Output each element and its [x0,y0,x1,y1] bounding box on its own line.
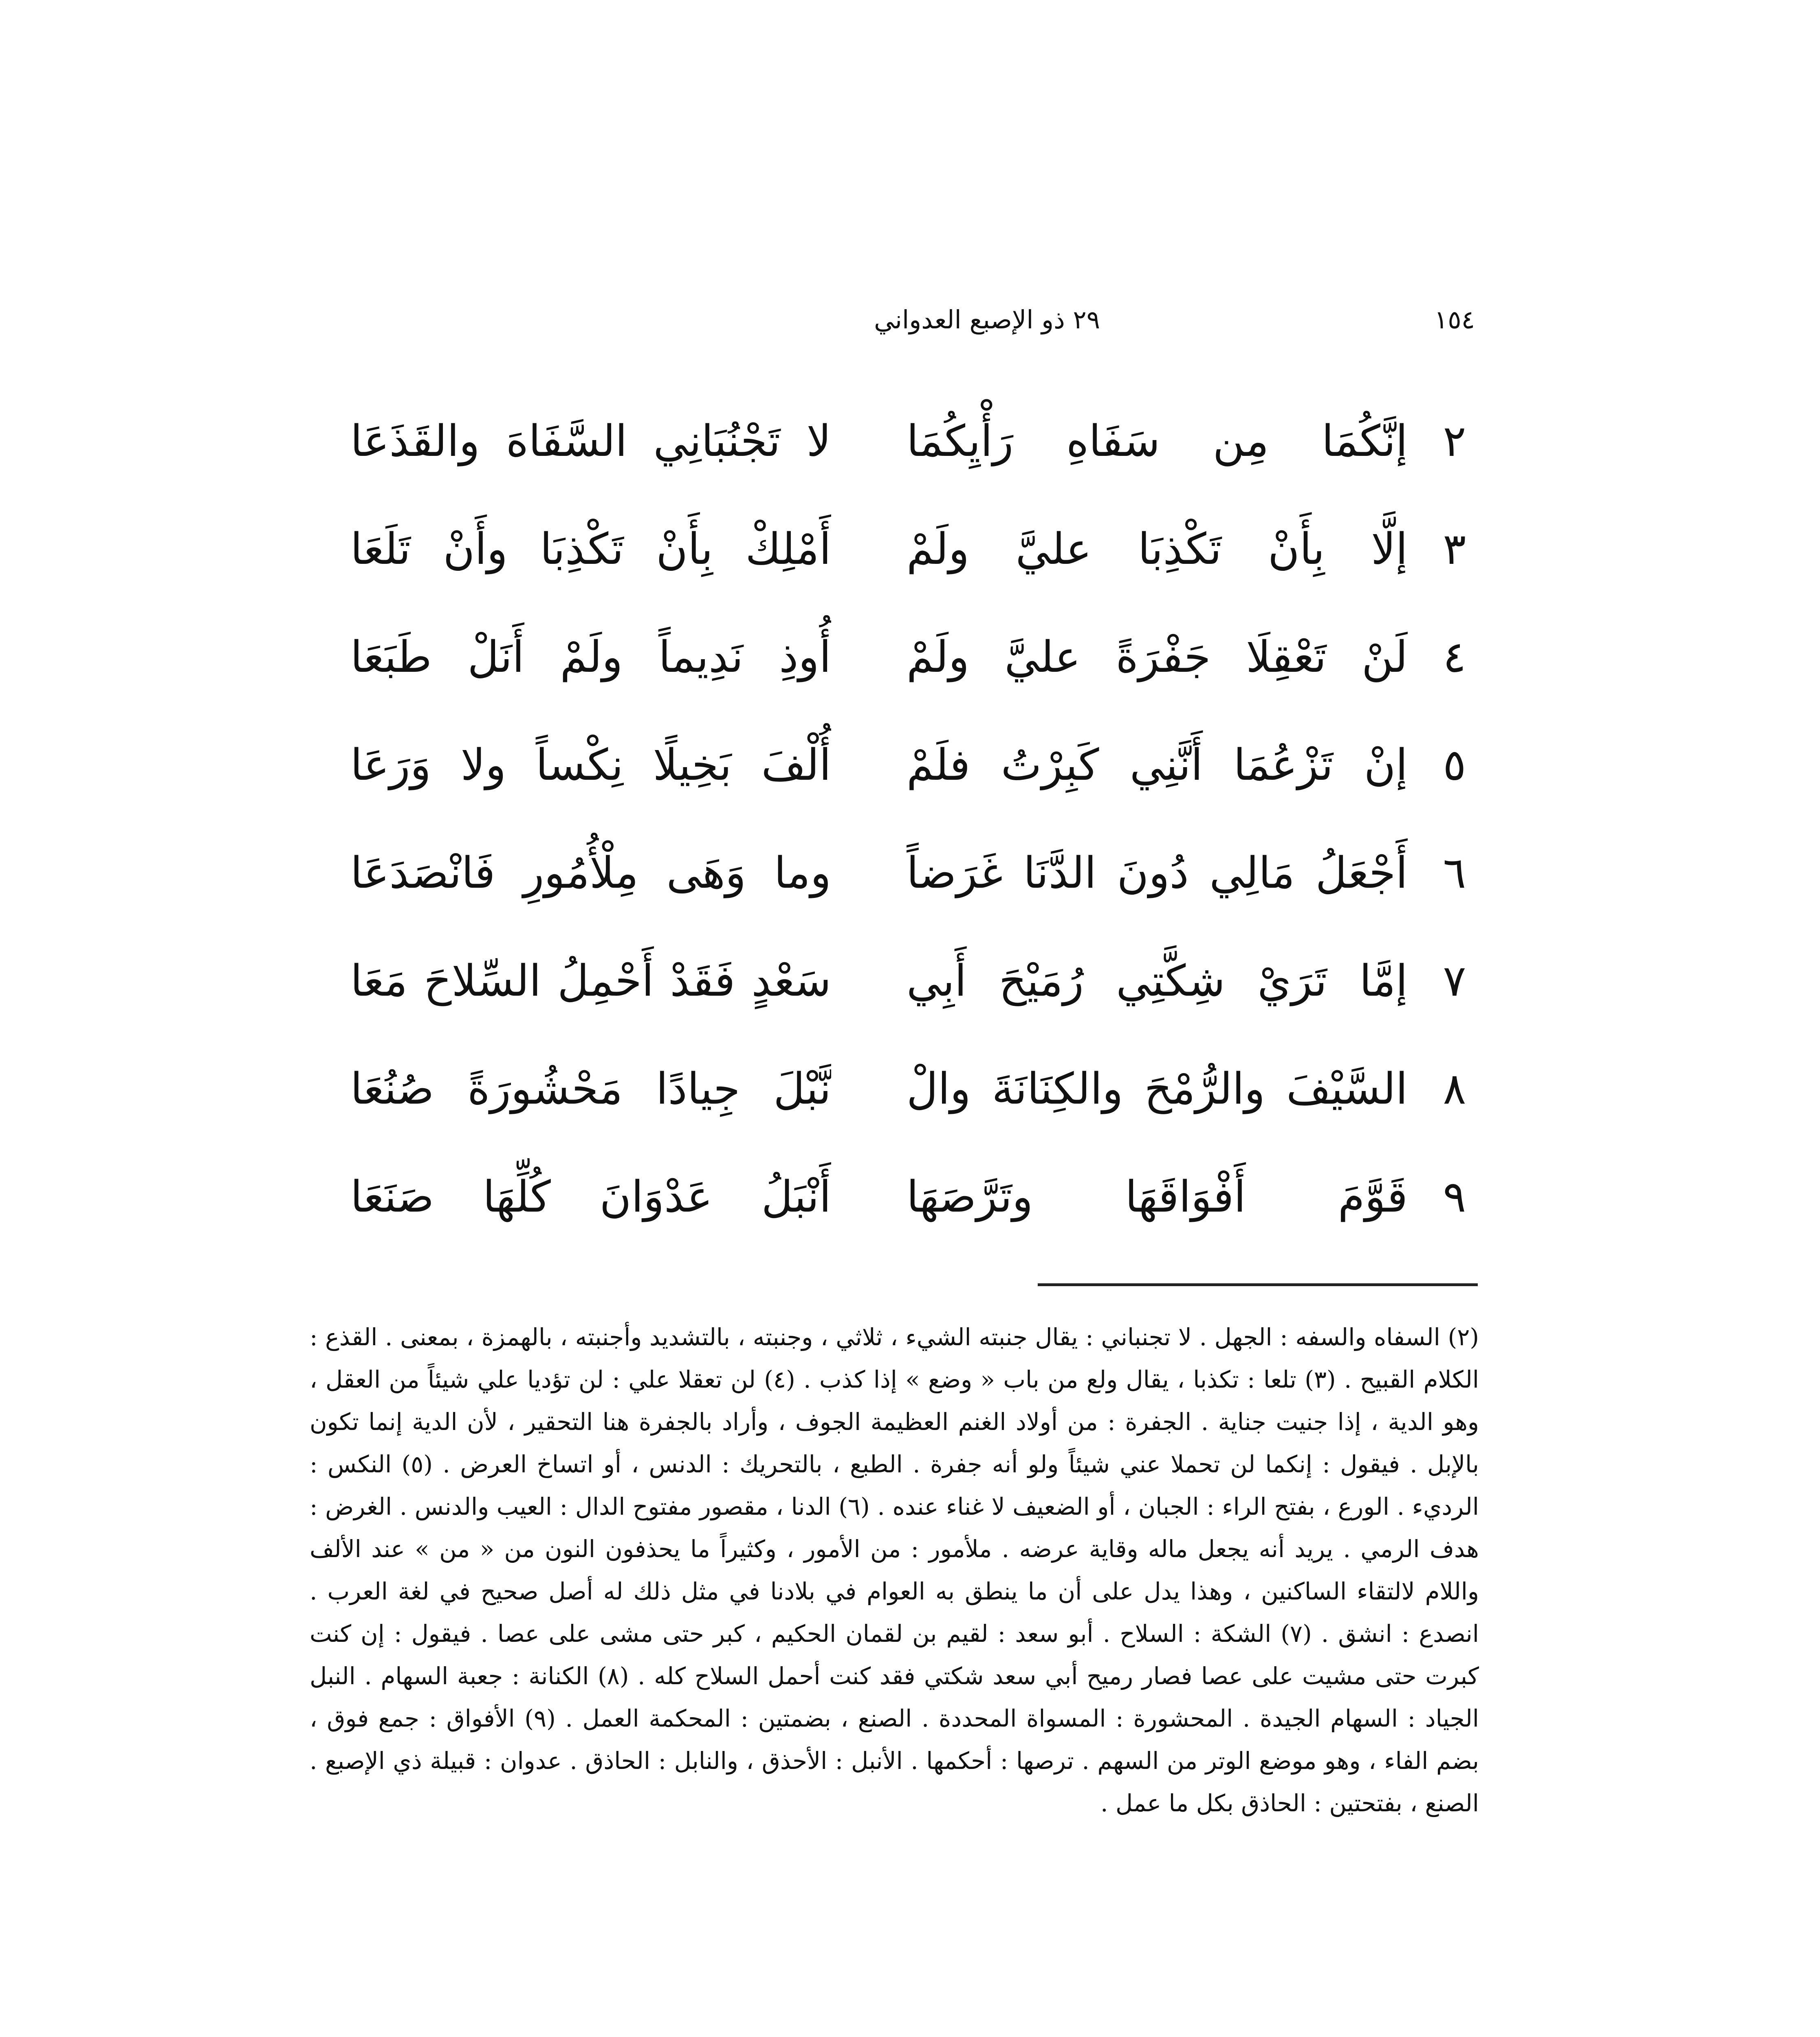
verse-number: ٨ [1443,1064,1466,1114]
footnote: (٣) تلعا : تكذبا ، يقال ولع من باب « وضع » إذا كذب . [803,1366,1336,1393]
verse-second-hemistich: أُلْفَ بَخِيلًا نِكْساً ولا وَرَعَا [350,740,831,790]
poem [350,387,1479,1251]
verse-first-hemistich: إنْ تَزْعُمَا أَنَّنِي كَبِرْتُ فلَمْ [907,740,1408,790]
verse-number: ٤ [1443,632,1466,682]
footnote: (٩) الأفواق : جمع فوق ، بضم الفاء ، وهو موضع الوتر من السهم . ترصها : أحكمها . الأنبل : الأحذق ، والنابل : الحاذق . عدوان : قبيلة ذي الإصبع . الصنع ، بفتحتين : الحاذق بكل ما عمل . [310,1705,1479,1817]
verse-line [350,927,1479,1035]
verse-first-hemistich: إلَّا بِأَنْ تَكْذِبَا عليَّ ولَمْ [907,524,1408,574]
footnote-separator [1038,1283,1478,1286]
footnote-text [310,1316,1479,1824]
verse-first-hemistich: قَوَّمَ أَفْوَاقَهَا وتَرَّصَهَا [907,1172,1408,1222]
verse-number: ٦ [1443,848,1466,898]
footnote: (٤) لن تعقلا علي : لن تؤديا علي شيئاً من العقل ، وهو الدية ، إذا جنيت جناية . الجفرة : من أولاد الغنم العظيمة الجوف ، وأراد بالجفرة هنا التحقير ، لأن الدية إنما تكون بالإبل . فيقول : إنكما لن تحملا عني شيئاً ولو أنه جفرة . الطبع ، بالتحريك : الدنس ، أو اتساخ العرض . [310,1366,1479,1478]
footnote: (٢) السفاه والسفه : الجهل . لا تجنباني : يقال جنبته الشيء ، ثلاثي ، وجنبته ، بالتشديد وأجنبته ، بالهمزة ، بمعنى . القذع : الكلام القبيح . [310,1323,1479,1393]
verse-second-hemistich: أُوذِ نَدِيماً ولَمْ أَنَلْ طَبَعَا [350,632,831,682]
footnote: (٦) الدنا ، مقصور مفتوح الدال : العيب والدنس . الغرض : هدف الرمي . يريد أنه يجعل ماله وقاية عرضه . ملأمور : من الأمور ، وكثيراً ما يحذفون النون من « من » عند الألف واللام لالتقاء الساكنين ، وهذا يدل على أن ما ينطق به العوام في بلادنا في مثل ذلك له أصل صحيح في لغة العرب . انصدع : انشق . [310,1493,1479,1648]
verse-second-hemistich: سَعْدٍ فَقَدْ أَحْمِلُ السِّلاحَ مَعَا [350,956,831,1006]
verse-number: ٢ [1443,416,1466,466]
verse-number: ٧ [1443,956,1466,1006]
running-title: ٢٩ ذو الإصبع العدواني [874,305,1100,334]
verse-number: ٣ [1443,524,1466,574]
verse-second-hemistich: لا تَجْنُبَانِي السَّفَاهَ والقَذَعَا [350,416,831,466]
verse-line [350,1143,1479,1251]
verse-second-hemistich: نَّبْلَ جِيادًا مَحْشُورَةً صُنُعَا [350,1064,831,1114]
footnote: (٧) الشكة : السلاح . أبو سعد : لقيم بن لقمان الحكيم ، كبر حتى مشى على عصا . فيقول : إن كنت كبرت حتى مشيت على عصا فصار رميح أبي سعد شكتي فقد كنت أحمل السلاح كله . [310,1620,1479,1690]
verse-first-hemistich: لَنْ تَعْقِلَا جَفْرَةً عليَّ ولَمْ [907,632,1408,682]
verse-line [350,495,1479,603]
footnotes [310,1316,1479,1824]
verse-second-hemistich: أَنْبَلُ عَدْوَانَ كُلِّهَا صَنَعَا [350,1172,831,1222]
verse-line [350,387,1479,495]
verse-number: ٥ [1443,740,1466,790]
footnote: (٥) النكس : الرديء . الورع ، بفتح الراء : الجبان ، أو الضعيف لا غناء عنده . [310,1450,1479,1520]
verse-second-hemistich: وما وَهَى مِلْأُمُورِ فَانْصَدَعَا [350,848,831,898]
verse-first-hemistich: إنَّكُمَا مِن سَفَاهِ رَأْيِكُمَا [907,416,1408,466]
verse-first-hemistich: إمَّا تَرَيْ شِكَّتِي رُمَيْحَ أَبِي [907,956,1408,1006]
verse-line [350,1035,1479,1143]
verse-line [350,819,1479,927]
verse-number: ٩ [1443,1172,1466,1222]
page-number: ١٥٤ [1434,305,1475,334]
verse-first-hemistich: أَجْعَلُ مَالِي دُونَ الدَّنَا غَرَضاً [907,848,1408,898]
running-header [342,297,1475,342]
verse-line [350,711,1479,819]
footnote: (٨) الكنانة : جعبة السهام . النبل الجياد : السهام الجيدة . المحشورة : المسواة المحددة . الصنع ، بضمتين : المحكمة العمل . [310,1662,1479,1732]
verse-second-hemistich: أَمْلِكْ بِأَنْ تَكْذِبَا وأَنْ تَلَعَا [350,524,831,574]
verse-line [350,603,1479,711]
verse-first-hemistich: السَّيْفَ والرُّمْحَ والكِنَانَةَ والْ [907,1064,1408,1114]
